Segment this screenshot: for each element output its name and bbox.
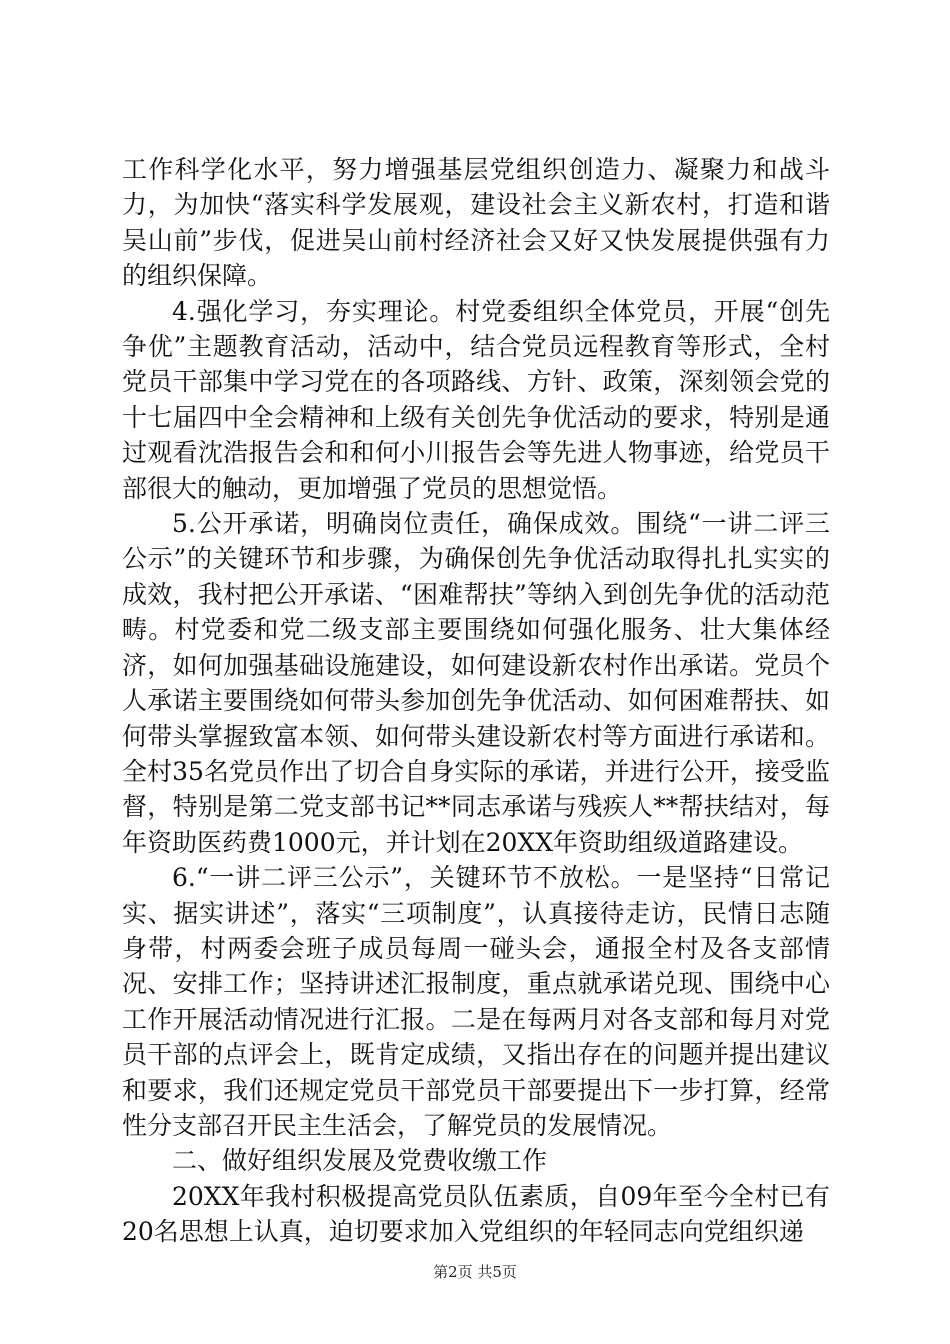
paragraph-continuation: 工作科学化水平，努力增强基层党组织创造力、凝聚力和战斗力，为加快“落实科学发展观，建设社会主义新农村，打造和谐吴山前”步伐，促进吴山前村经济社会又好又快发展提供强有力的组织保障。 — [122, 155, 830, 291]
paragraph-study: 4.强化学习，夯实理论。村党委组织全体党员，开展“创先争优”主题教育活动，活动中，结合党员远程教育等形式，全村党员干部集中学习党在的各项路线、方针、政策，深刻领会党的十七届四中全会精神和上级有关创先争优活动的要求，特别是通过观看沈浩报告会和和何小川报告会等先进人物事迹，给党员干部很大的触动，更加增强了党员的思想觉悟。 — [122, 296, 830, 503]
document-body — [122, 152, 830, 1250]
paragraph-organization: 20XX年我村积极提高党员队伍素质，自09年至今全村已有20名思想上认真，迫切要求加入党组织的年轻同志向党组织递 — [122, 1181, 830, 1247]
page-number-label: 第2页 共5页 — [433, 1263, 517, 1281]
paragraph-commitment: 5.公开承诺，明确岗位责任，确保成效。围绕“一讲二评三公示”的关键环节和步骤，为确保创先争优活动取得扎扎实实的成效，我村把公开承诺、“困难帮扶”等纳入到创先争优的活动范畴。村党委和党二级支部主要围绕如何强化服务、壮大集体经济，如何加强基础设施建设，如何建设新农村作出承诺。党员个人承诺主要围绕如何带头参加创先争优活动、如何困难帮扶、如何带头掌握致富本领、如何带头建设新农村等方面进行承诺和。全村35名党员作出了切合自身实际的承诺，并进行公开，接受监督，特别是第二党支部书记**同志承诺与残疾人**帮扶结对，每年资助医药费1000元，并计划在20XX年资助组级道路建设。 — [122, 509, 830, 857]
paragraph-key-links: 6.“一讲二评三公示”，关键环节不放松。一是坚持“日常记实、据实讲述”，落实“三项制度”，认真接待走访，民情日志随身带，村两委会班子成员每周一碰头会，通报全村及各支部情况、安排工作；坚持讲述汇报制度，重点就承诺兑现、围绕中心工作开展活动情况进行汇报。二是在每两月对各支部和每月对党员干部的点评会上，既肯定成绩，又指出存在的问题并提出建议和要求，我们还规定党员干部党员干部要提出下一步打算，经常性分支部召开民主生活会，了解党员的发展情况。 — [122, 863, 830, 1140]
section-heading: 二、做好组织发展及党费收缴工作 — [172, 1146, 548, 1176]
page-footer — [0, 1262, 950, 1282]
